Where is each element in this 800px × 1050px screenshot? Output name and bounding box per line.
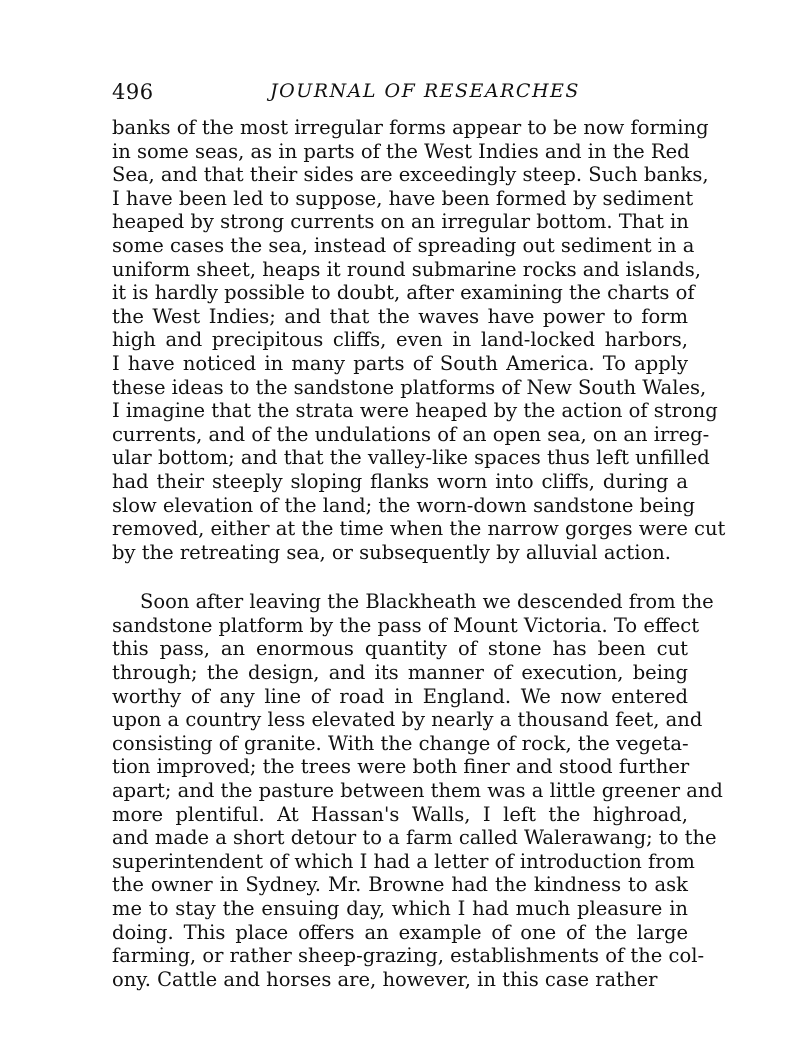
text-line: through; the design, and its manner of execution, being <box>112 661 688 685</box>
text-line: in some seas, as in parts of the West Indies and in the Red <box>112 139 690 163</box>
text-line: it is hardly possible to doubt, after examining the charts of <box>112 281 695 305</box>
text-line: doing. This place offers an example of one of the large <box>112 920 688 944</box>
text-line: slow elevation of the land; the worn-down sandstone being <box>112 493 695 517</box>
paragraph-spacer <box>112 564 688 590</box>
running-head: JOURNAL OF RESEARCHES <box>270 80 580 102</box>
text-line: I have noticed in many parts of South America. To apply <box>112 351 688 375</box>
text-line: removed, either at the time when the narrow gorges were cut <box>112 517 726 541</box>
text-line: some cases the sea, instead of spreading out sediment in a <box>112 233 695 257</box>
text-line: the West Indies; and that the waves have power to form <box>112 304 688 328</box>
text-line: currents, and of the undulations of an open sea, on an irreg- <box>112 422 710 446</box>
text-line: banks of the most irregular forms appear to be now forming <box>112 116 709 139</box>
text-line: superintendent of which I had a letter of introduction from <box>112 849 695 873</box>
text-line: I imagine that the strata were heaped by the action of strong <box>112 399 718 423</box>
text-line: me to stay the ensuing day, which I had much pleasure in <box>112 897 688 920</box>
text-line: high and precipitous cliffs, even in land-locked harbors, <box>112 328 688 352</box>
text-line: Sea, and that their sides are exceedingly steep. Such banks, <box>112 163 709 187</box>
text-line: this pass, an enormous quantity of stone has been cut <box>112 637 688 661</box>
text-line: more plentiful. At Hassan's Walls, I left the highroad, <box>112 802 688 826</box>
text-line: sandstone platform by the pass of Mount Victoria. To effect <box>112 613 700 637</box>
paragraph-1 <box>112 116 726 564</box>
text-line: upon a country less elevated by nearly a thousand feet, and <box>112 708 703 732</box>
text-line: had their steeply sloping flanks worn into cliffs, during a <box>112 469 688 493</box>
text-line: tion improved; the trees were both finer and stood further <box>112 755 690 779</box>
text-line: uniform sheet, heaps it round submarine rocks and islands, <box>112 257 701 281</box>
text-line: worthy of any line of road in England. We now entered <box>112 684 688 708</box>
paragraph-2 <box>112 590 723 991</box>
text-line: heaped by strong currents on an irregular bottom. That in <box>112 210 689 234</box>
text-line: farming, or rather sheep-grazing, establishments of the col- <box>112 944 705 968</box>
text-line: ony. Cattle and horses are, however, in this case rather <box>112 967 658 991</box>
text-line: the owner in Sydney. Mr. Browne had the kindness to ask <box>112 873 688 897</box>
text-line: I have been led to suppose, have been formed by sediment <box>112 186 694 210</box>
body-text <box>112 116 726 991</box>
text-line: by the retreating sea, or subsequently by alluvial action. <box>112 540 671 564</box>
text-line: ular bottom; and that the valley-like spaces thus left unfilled <box>112 446 710 470</box>
text-line: apart; and the pasture between them was a little greener and <box>112 779 723 803</box>
text-line: consisting of granite. With the change of rock, the vegeta- <box>112 731 689 755</box>
text-line: Soon after leaving the Blackheath we descended from the <box>140 590 714 614</box>
page-number: 496 <box>112 80 154 104</box>
page-header <box>112 80 688 110</box>
text-line: and made a short detour to a farm called Walerawang; to the <box>112 826 717 850</box>
text-line: these ideas to the sandstone platforms of New South Wales, <box>112 375 707 399</box>
